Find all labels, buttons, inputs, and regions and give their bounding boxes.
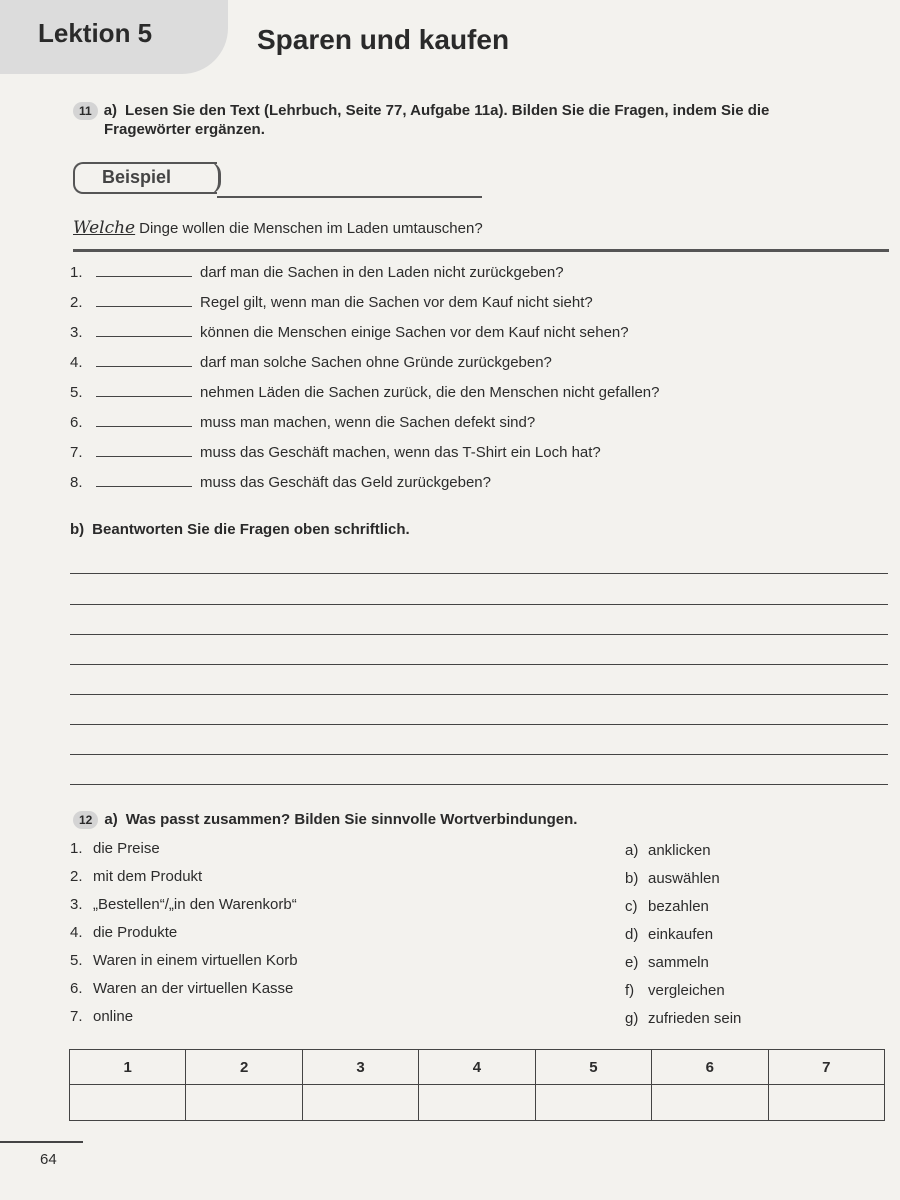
question-number: 7. [70, 444, 83, 461]
grid-answer-cell[interactable] [768, 1085, 884, 1121]
example-answer: Welche [73, 218, 136, 238]
item-text: die Produkte [93, 924, 178, 941]
match-right-item [625, 1010, 741, 1027]
question-row [70, 352, 552, 374]
item-text: Waren in einem virtuellen Korb [93, 952, 298, 969]
question-row [70, 472, 491, 494]
task-11a-heading [73, 101, 769, 121]
item-text: bezahlen [648, 898, 709, 915]
example-label: Beispiel [102, 167, 172, 187]
grid-answer-cell[interactable] [652, 1085, 768, 1121]
answer-line[interactable] [70, 604, 888, 605]
question-row [70, 382, 660, 404]
match-left-item [70, 840, 160, 857]
example-sentence [73, 218, 483, 238]
item-text: vergleichen [648, 982, 725, 999]
answer-line[interactable] [70, 664, 888, 665]
answer-line[interactable] [70, 784, 888, 785]
question-number: 5. [70, 384, 83, 401]
grid-header-cell: 1 [70, 1050, 186, 1085]
lesson-label: Lektion 5 [38, 18, 153, 48]
question-row [70, 262, 564, 284]
task-instruction: Beantworten Sie die Fragen oben schriftlich. [92, 521, 410, 538]
match-right-item [625, 842, 711, 859]
match-left-item [70, 924, 177, 941]
grid-header-cell: 2 [186, 1050, 302, 1085]
grid-header-cell: 7 [768, 1050, 884, 1085]
answer-blank[interactable] [96, 322, 192, 337]
answer-line[interactable] [70, 724, 888, 725]
item-letter: e) [625, 954, 639, 971]
example-text: Dinge wollen die Menschen im Laden umtauschen? [139, 220, 483, 237]
task-instruction: Lesen Sie den Text (Lehrbuch, Seite 77, Aufgabe 11a). Bilden Sie die Fragen, indem Sie die [125, 102, 770, 119]
item-letter: f) [625, 982, 635, 999]
item-letter: b) [625, 870, 639, 887]
answer-grid-header [70, 1050, 885, 1085]
match-right-item [625, 898, 709, 915]
divider [73, 249, 889, 252]
question-number: 8. [70, 474, 83, 491]
answer-blank[interactable] [96, 292, 192, 307]
answer-blank[interactable] [96, 442, 192, 457]
item-number: 7. [70, 1008, 83, 1025]
question-text: muss das Geschäft machen, wenn das T-Shirt ein Loch hat? [200, 444, 601, 461]
part-label: a) [104, 811, 118, 828]
grid-header-cell: 4 [419, 1050, 535, 1085]
answer-blank[interactable] [96, 472, 192, 487]
task-number: 12 [73, 811, 98, 829]
answer-blank[interactable] [96, 412, 192, 427]
match-right-item [625, 926, 713, 943]
question-number: 1. [70, 264, 83, 281]
question-text: nehmen Läden die Sachen zurück, die den Menschen nicht gefallen? [200, 384, 660, 401]
answer-blank[interactable] [96, 262, 192, 277]
match-left-item [70, 1008, 133, 1025]
item-number: 4. [70, 924, 83, 941]
answer-grid-row [70, 1085, 885, 1121]
question-row [70, 442, 601, 464]
item-text: auswählen [648, 870, 720, 887]
question-number: 3. [70, 324, 83, 341]
question-row [70, 322, 629, 344]
grid-answer-cell[interactable] [419, 1085, 535, 1121]
match-right-item [625, 982, 725, 999]
question-text: darf man solche Sachen ohne Gründe zurückgeben? [200, 354, 552, 371]
task-number: 11 [73, 102, 98, 120]
match-left-item [70, 980, 293, 997]
match-left-item [70, 896, 297, 913]
item-letter: g) [625, 1010, 639, 1027]
answer-grid [69, 1049, 885, 1121]
question-number: 6. [70, 414, 83, 431]
question-text: muss das Geschäft das Geld zurückgeben? [200, 474, 491, 491]
page-number: 64 [40, 1151, 57, 1168]
example-rule [217, 196, 482, 198]
item-letter: d) [625, 926, 639, 943]
match-right-item [625, 954, 709, 971]
grid-header-cell: 5 [535, 1050, 651, 1085]
grid-header-cell: 6 [652, 1050, 768, 1085]
item-text: mit dem Produkt [93, 868, 203, 885]
grid-answer-cell[interactable] [535, 1085, 651, 1121]
answer-line[interactable] [70, 694, 888, 695]
question-text: darf man die Sachen in den Laden nicht zurückgeben? [200, 264, 564, 281]
item-text: zufrieden sein [648, 1010, 742, 1027]
item-text: sammeln [648, 954, 709, 971]
task-instruction-cont: Fragewörter ergänzen. [104, 121, 265, 138]
answer-line[interactable] [70, 573, 888, 574]
grid-header-cell: 3 [302, 1050, 418, 1085]
part-label: a) [103, 102, 118, 119]
answer-line[interactable] [70, 754, 888, 755]
item-text: einkaufen [648, 926, 714, 943]
question-text: können die Menschen einige Sachen vor dem Kauf nicht sehen? [200, 324, 629, 341]
question-text: muss man machen, wenn die Sachen defekt sind? [200, 414, 536, 431]
answer-blank[interactable] [96, 352, 192, 367]
item-number: 2. [70, 868, 83, 885]
question-text: Regel gilt, wenn man die Sachen vor dem Kauf nicht sieht? [200, 294, 593, 311]
item-letter: c) [625, 898, 638, 915]
page-rule [0, 1141, 83, 1143]
answer-line[interactable] [70, 634, 888, 635]
task-11b-heading [70, 520, 410, 540]
match-left-item [70, 952, 298, 969]
item-text: anklicken [648, 842, 711, 859]
item-number: 3. [70, 896, 83, 913]
item-text: „Bestellen“/„in den Warenkorb“ [93, 896, 297, 913]
match-left-item [70, 868, 202, 885]
grid-answer-cell[interactable] [70, 1085, 186, 1121]
item-number: 1. [70, 840, 83, 857]
match-right-item [625, 870, 720, 887]
question-number: 4. [70, 354, 83, 371]
question-number: 2. [70, 294, 83, 311]
answer-blank[interactable] [96, 382, 192, 397]
question-row [70, 292, 593, 314]
grid-answer-cell[interactable] [186, 1085, 302, 1121]
item-letter: a) [625, 842, 639, 859]
page-title: Sparen und kaufen [257, 24, 510, 55]
item-text: Waren an der virtuellen Kasse [93, 980, 294, 997]
item-text: online [93, 1008, 134, 1025]
item-number: 6. [70, 980, 83, 997]
question-row [70, 412, 535, 434]
item-number: 5. [70, 952, 83, 969]
part-label: b) [70, 521, 85, 538]
item-text: die Preise [93, 840, 160, 857]
task-instruction: Was passt zusammen? Bilden Sie sinnvolle Wortverbindungen. [125, 811, 578, 828]
grid-answer-cell[interactable] [302, 1085, 418, 1121]
task-12a-heading [73, 810, 577, 830]
